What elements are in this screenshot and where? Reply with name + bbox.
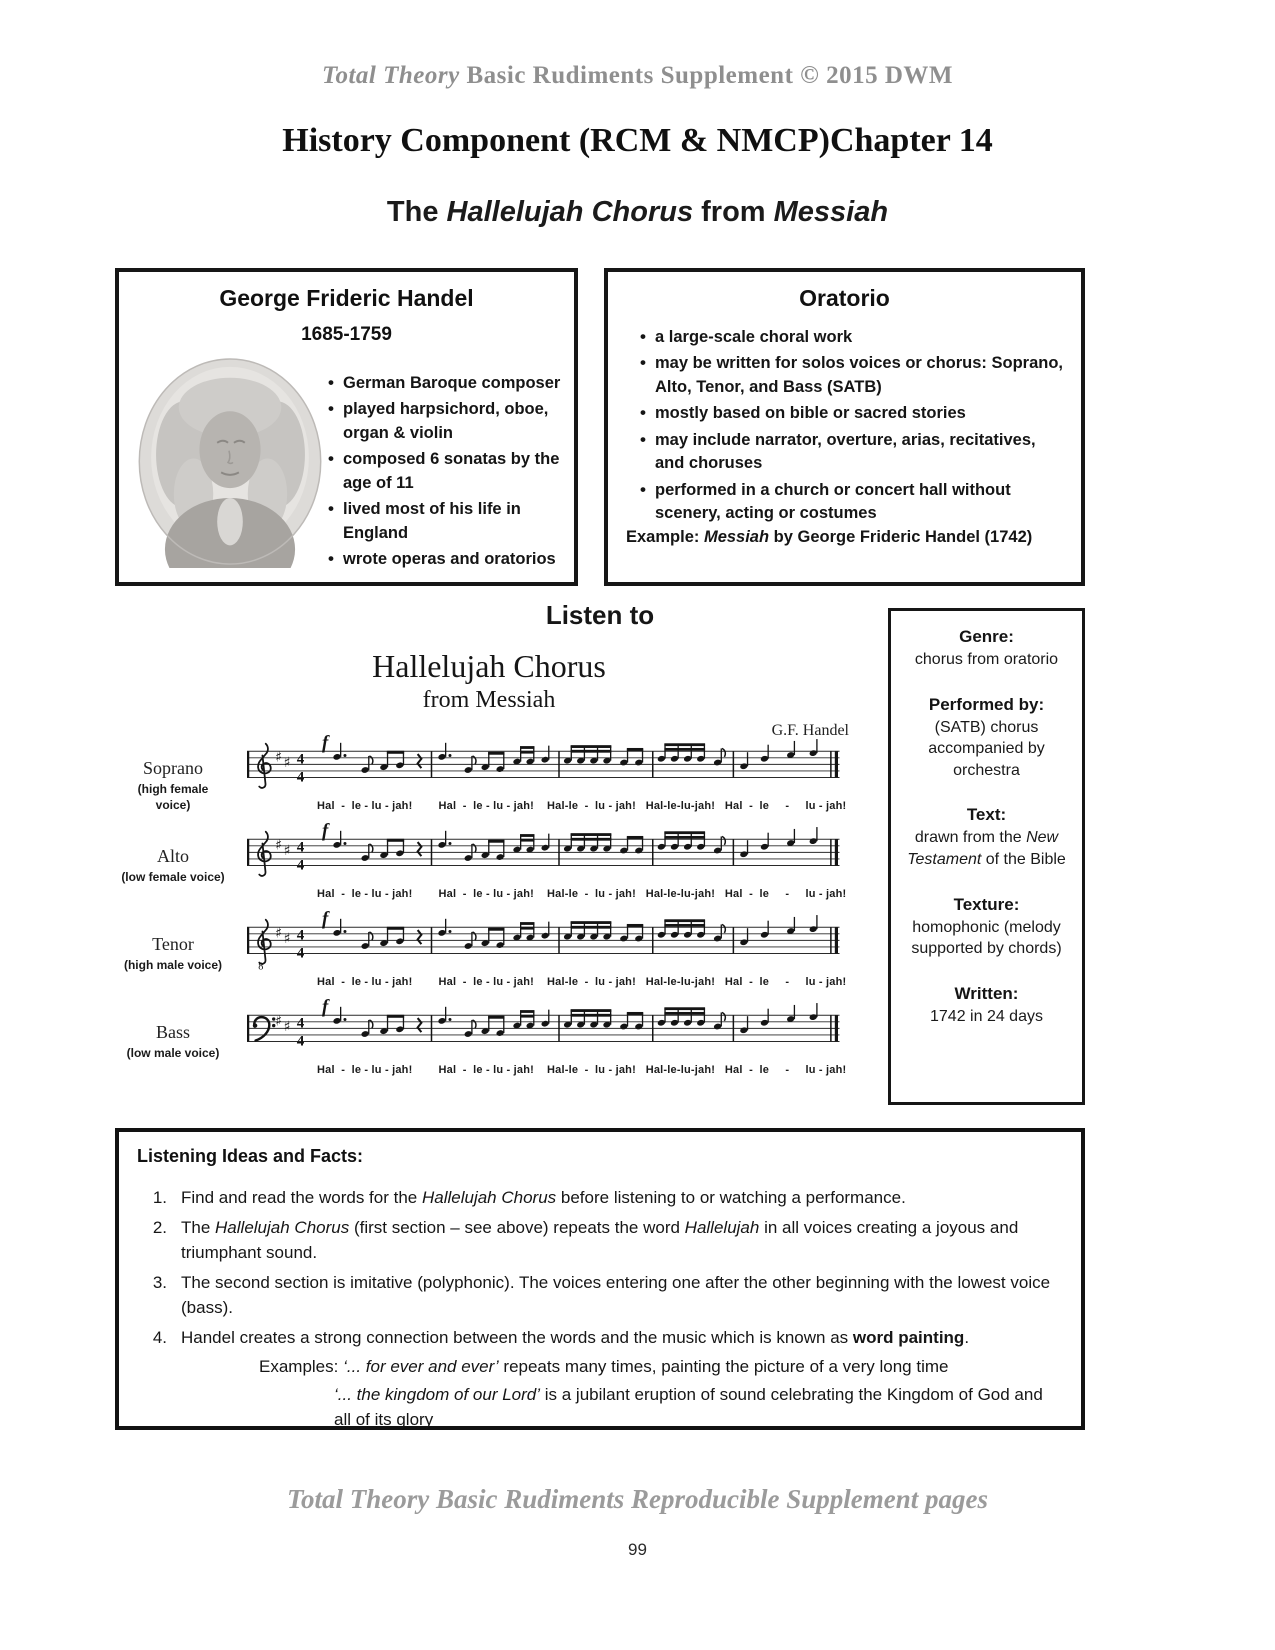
item-number: 2. [152, 1217, 167, 1237]
list-item [119, 1270, 1081, 1321]
handel-years: 1685-1759 [301, 324, 392, 345]
page-subtitle: The Hallelujah Chorus from Messiah [386, 196, 889, 228]
page-footer: Total Theory Basic Rudiments Reproducible Supplement pages [286, 1484, 989, 1514]
list-item: • wrote operas and oratorios [326, 548, 568, 571]
tenor-staff-notation [231, 916, 863, 976]
list-item [119, 1215, 1081, 1266]
list-item: • mostly based on bible or sacred stories [638, 402, 1067, 425]
staff-label-bass: Bass [155, 1022, 190, 1042]
info-genre [891, 627, 1082, 671]
info-value: chorus from oratorio [914, 651, 1059, 668]
word-painting-example-1: Examples: ‘... for ever and ever’ repeats many times, painting the picture of a very long time [259, 1357, 949, 1376]
handel-portrait [119, 356, 324, 574]
piece-subtitle: from Messiah [422, 687, 556, 713]
item-text: The Hallelujah Chorus (first section – see above) repeats the word Hallelujah in all voices creating a joyous and triumphant sound. [181, 1217, 1019, 1262]
item-number: 4. [152, 1327, 167, 1347]
oratorio-bullet-list [638, 326, 1067, 525]
voice-range: (high male voice) [123, 958, 223, 972]
oratorio-box-title: Oratorio [799, 285, 890, 311]
info-label: Text: [966, 805, 1007, 825]
listening-ideas-list [119, 1185, 1081, 1350]
info-performed-by [891, 695, 1082, 782]
item-text: Handel creates a strong connection between the words and the music which is known as word painting. [181, 1327, 970, 1347]
list-item: • German Baroque composer [326, 372, 568, 395]
listening-ideas-box [115, 1128, 1085, 1430]
list-item: • composed 6 sonatas by the age of 11 [326, 448, 568, 495]
handel-box-title: George Frideric Handel [219, 285, 474, 311]
list-item: • lived most of his life in England [326, 498, 568, 545]
info-label: Performed by: [928, 694, 1045, 714]
lyrics-soprano: Hal - le - lu - jah! Hal - le - lu - jah! Hal-le - lu - jah! Hal-le-lu-jah! Hal - le - lu - jah! [317, 800, 847, 812]
info-label: Texture: [953, 894, 1020, 914]
oratorio-box [604, 268, 1085, 586]
handel-box [115, 268, 578, 586]
info-label: Genre: [959, 627, 1014, 646]
info-written [891, 984, 1082, 1028]
list-item: • may be written for solos voices or chorus: Soprano, Alto, Tenor, and Bass (SATB) [638, 352, 1067, 399]
word-painting-example-2: ‘... the kingdom of our Lord’ is a jubilant eruption of sound celebrating the Kingdom of God and all of its glory [334, 1384, 1043, 1429]
info-value: homophonic (melody supported by chords) [911, 918, 1062, 958]
page-title: History Component (RCM & NMCP)Chapter 14 [282, 122, 993, 159]
staff-row-bass [115, 1004, 863, 1092]
list-item [119, 1325, 1081, 1351]
piece-title: Hallelujah Chorus [372, 648, 606, 684]
page-number: 99 [628, 1540, 647, 1559]
lyrics-tenor: Hal - le - lu - jah! Hal - le - lu - jah! Hal-le - lu - jah! Hal-le-lu-jah! Hal - le - lu - jah! [317, 976, 847, 988]
listen-heading: Listen to [545, 600, 655, 630]
info-text [891, 805, 1082, 870]
voice-range: (low male voice) [126, 1046, 220, 1060]
item-text: The second section is imitative (polyphonic). The voices entering one after the other beginning with the lowest voice (bass). [181, 1272, 1051, 1317]
handel-bullet-list [326, 372, 568, 571]
list-item: • performed in a church or concert hall without scenery, acting or costumes [638, 479, 1067, 526]
list-item [119, 1185, 1081, 1211]
sheet-music [115, 648, 863, 1092]
list-item: • may include narrator, overture, arias, recitatives, and choruses [638, 429, 1067, 476]
item-number: 3. [152, 1272, 167, 1292]
soprano-staff-notation [231, 740, 863, 800]
info-box [888, 608, 1085, 1105]
lyrics-alto: Hal - le - lu - jah! Hal - le - lu - jah! Hal-le - lu - jah! Hal-le-lu-jah! Hal - le - lu - jah! [317, 888, 847, 900]
list-item: • played harpsichord, oboe, organ & violin [326, 398, 568, 445]
oratorio-example: Example: Messiah by George Frideric Handel (1742) [626, 528, 1033, 547]
staff-label-alto: Alto [156, 846, 189, 866]
staff-label-soprano: Soprano [143, 758, 203, 778]
page-header: Total Theory Basic Rudiments Supplement © 2015 DWM [322, 62, 953, 89]
staff-label-tenor: Tenor [152, 934, 194, 954]
alto-staff-notation [231, 828, 863, 888]
staff-row-soprano [115, 740, 863, 828]
voice-range: (low female voice) [121, 870, 225, 884]
lyrics-bass: Hal - le - lu - jah! Hal - le - lu - jah! Hal-le - lu - jah! Hal-le-lu-jah! Hal - le - lu - jah! [317, 1064, 847, 1076]
bass-staff-notation [231, 1004, 863, 1064]
list-item: • a large-scale choral work [638, 326, 1067, 349]
info-value: (SATB) chorus accompanied by orchestra [928, 718, 1045, 779]
listening-heading: Listening Ideas and Facts: [137, 1146, 364, 1166]
info-value: 1742 in 24 days [930, 1007, 1043, 1025]
staff-row-tenor [115, 916, 863, 1004]
item-text: Find and read the words for the Hallelujah Chorus before listening to or watching a performance. [181, 1188, 906, 1207]
staff-row-alto [115, 828, 863, 916]
info-value: drawn from the New Testament of the Bible [907, 829, 1066, 868]
composer-credit: G.F. Handel [771, 722, 849, 739]
octave-8-mark: 8 [258, 961, 264, 973]
info-texture [891, 895, 1082, 960]
info-label: Written: [954, 983, 1019, 1003]
item-number: 1. [152, 1188, 167, 1207]
voice-range: (high female voice) [137, 782, 209, 812]
